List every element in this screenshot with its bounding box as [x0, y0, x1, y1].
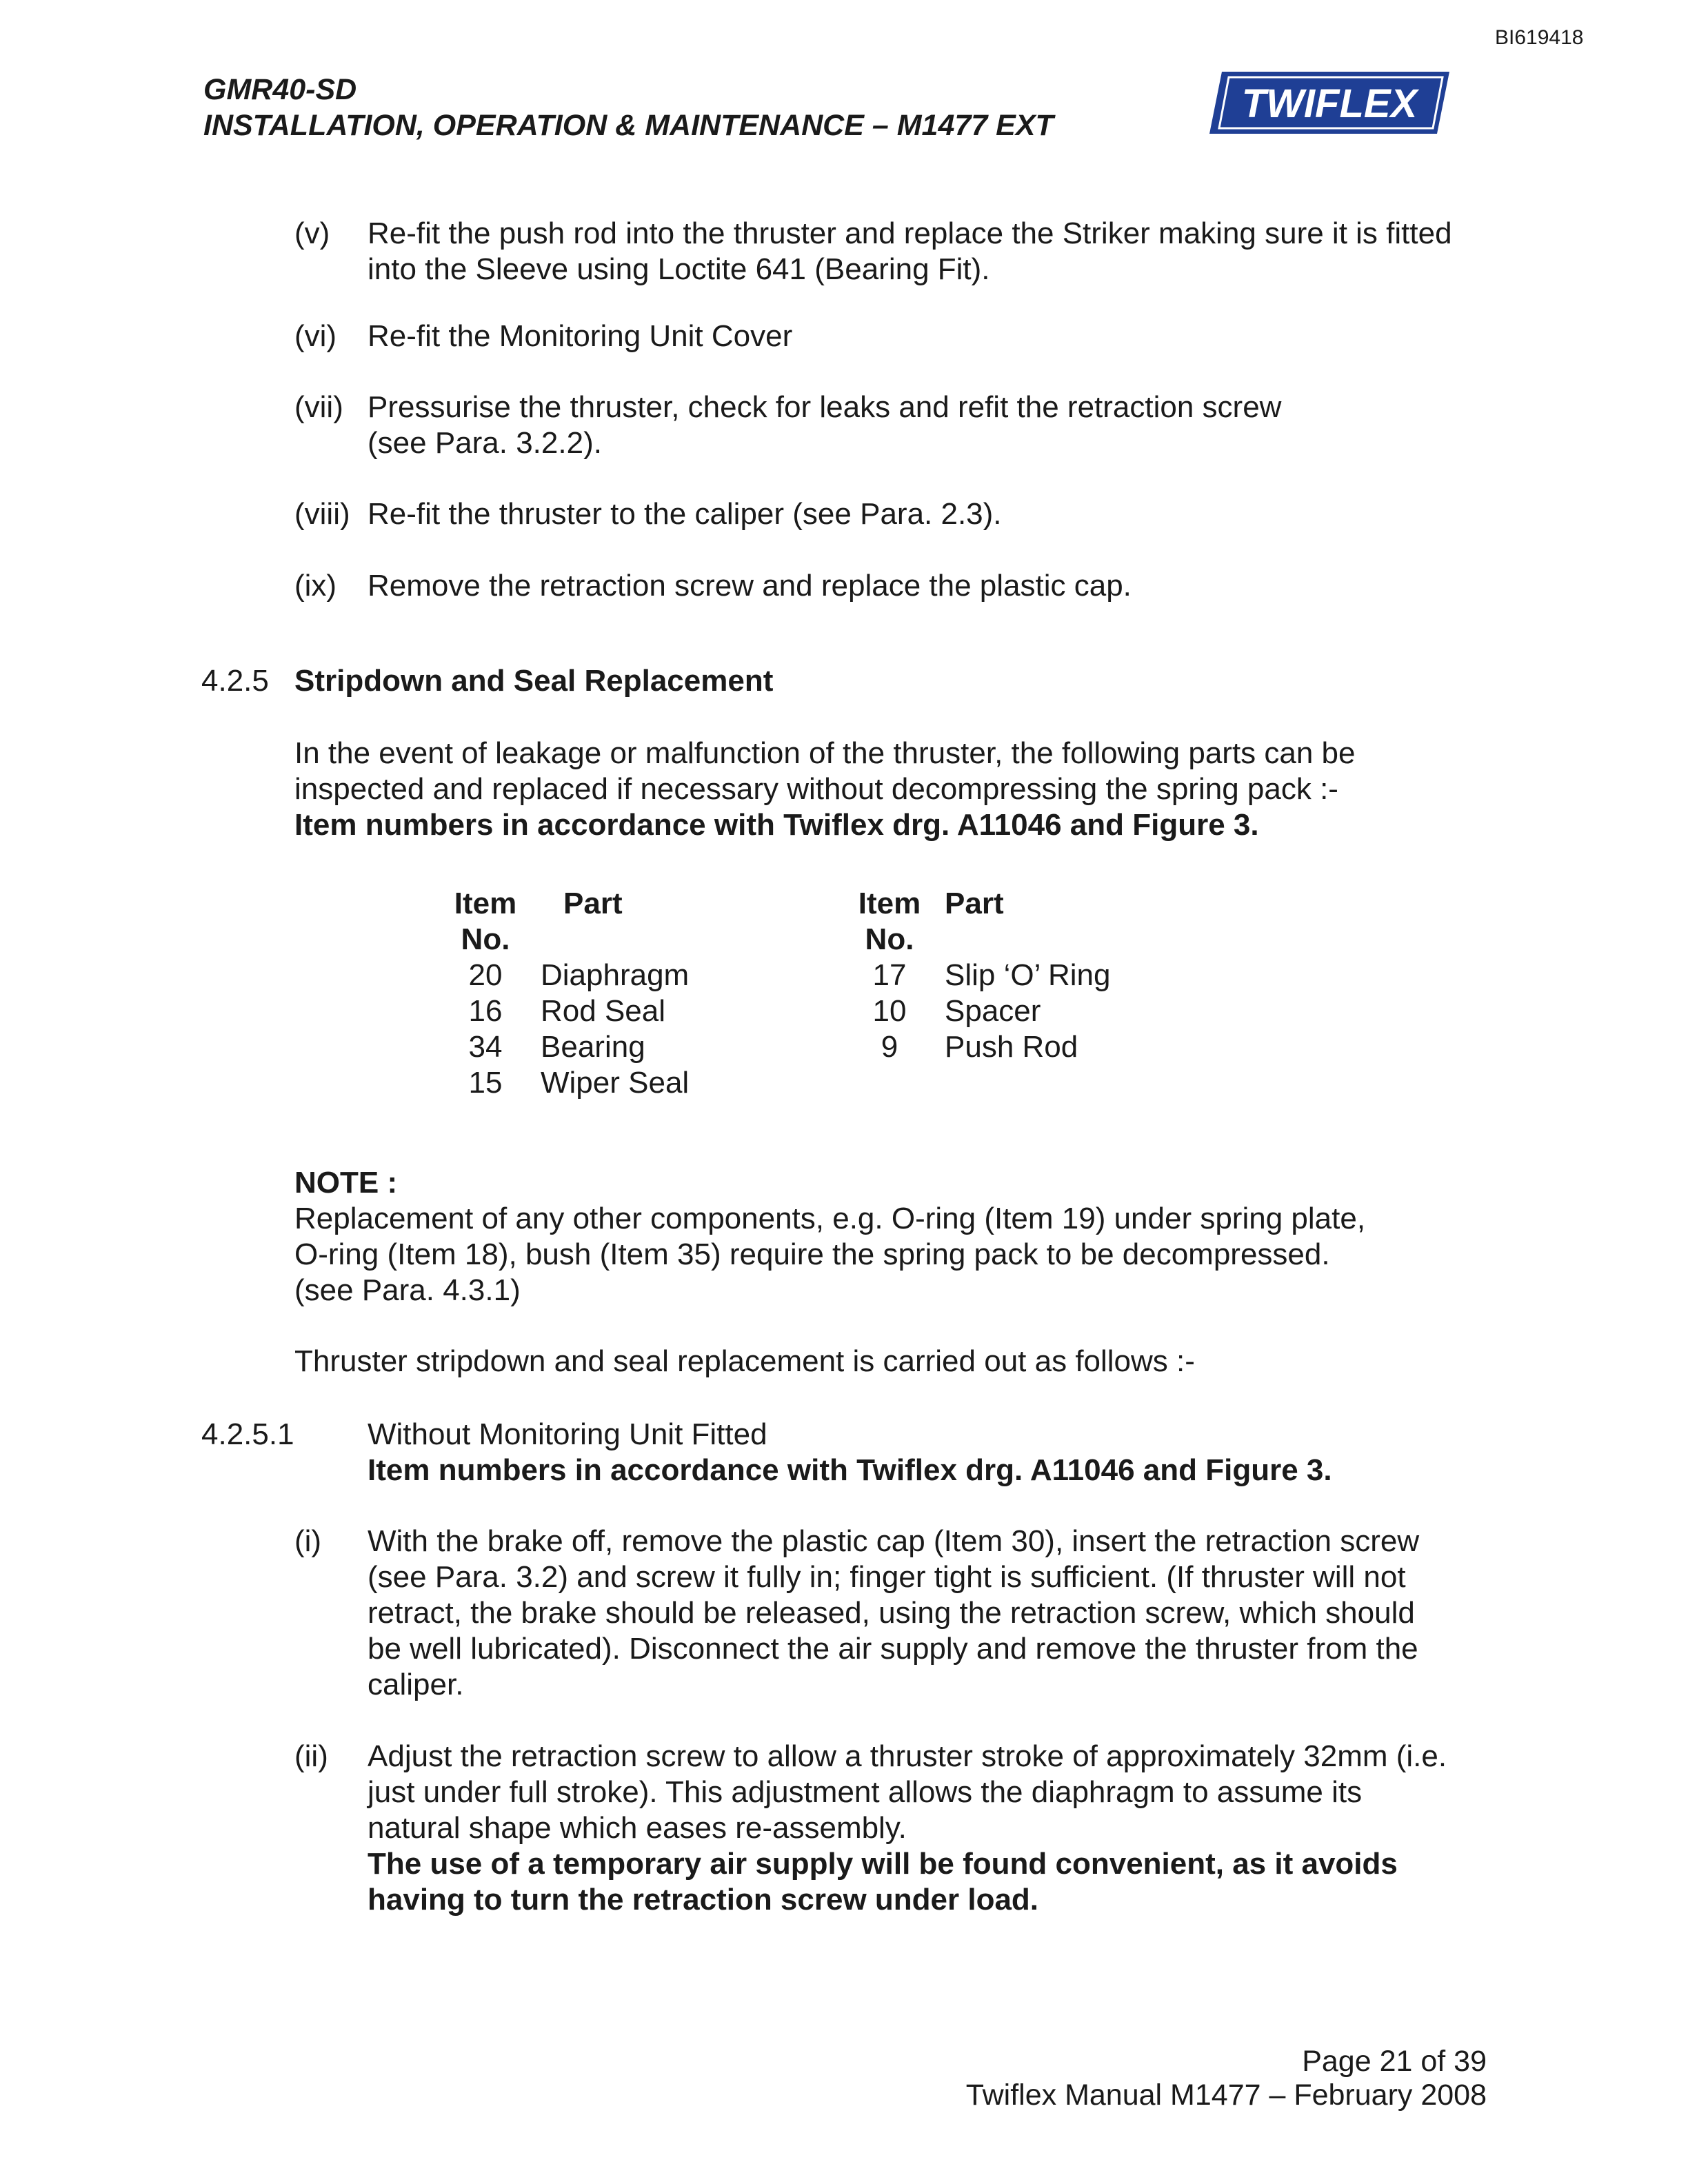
manual-title: INSTALLATION, OPERATION & MAINTENANCE – M1477 EXT	[203, 109, 1054, 142]
step-text: Pressurise the thruster, check for leaks and refit the retraction screw	[368, 390, 1282, 424]
item-number: 17	[872, 958, 907, 992]
note-label: NOTE :	[294, 1166, 398, 1200]
part-name: Rod Seal	[541, 994, 666, 1028]
step-number: (v)	[294, 216, 330, 250]
page-number: Page 21 of 39	[1302, 2045, 1487, 2078]
section-heading: Stripdown and Seal Replacement	[294, 664, 774, 698]
step-number: (vi)	[294, 319, 337, 353]
table-header-row	[430, 922, 1238, 958]
part-name: Diaphragm	[541, 958, 690, 992]
item-number: 10	[872, 994, 907, 1028]
item-number: 20	[468, 958, 503, 992]
header-no: No.	[865, 922, 914, 956]
step-text-bold: The use of a temporary air supply will be found convenient, as it avoids	[368, 1847, 1398, 1881]
step-text: retract, the brake should be released, using the retraction screw, which should	[368, 1596, 1415, 1630]
item-number: 15	[468, 1066, 503, 1100]
step-text: (see Para. 3.2.2).	[368, 426, 602, 460]
manual-footer: Twiflex Manual M1477 – February 2008	[965, 2079, 1487, 2112]
step-number: (viii)	[294, 497, 350, 531]
section-intro-bold: Item numbers in accordance with Twiflex drg. A11046 and Figure 3.	[294, 808, 1259, 842]
step-text: (see Para. 3.2) and screw it fully in; finger tight is sufficient. (If thruster will not	[368, 1560, 1406, 1594]
section-intro: inspected and replaced if necessary without decompressing the spring pack :-	[294, 772, 1338, 806]
document-reference: BI619418	[1495, 26, 1584, 49]
note-text: (see Para. 4.3.1)	[294, 1273, 521, 1307]
step-text: Re-fit the push rod into the thruster and replace the Striker making sure it is fitted	[368, 216, 1452, 250]
part-name: Slip ‘O’ Ring	[945, 958, 1111, 992]
note-text: O-ring (Item 18), bush (Item 35) require the spring pack to be decompressed.	[294, 1237, 1330, 1271]
subsection-number: 4.2.5.1	[201, 1417, 294, 1451]
header-spacer	[541, 922, 834, 958]
step-text: be well lubricated). Disconnect the air supply and remove the thruster from the	[368, 1632, 1418, 1666]
step-number: (ii)	[294, 1739, 328, 1773]
part-name: Wiper Seal	[541, 1066, 690, 1100]
item-number	[834, 1065, 945, 1101]
part-name	[945, 1065, 1238, 1101]
step-text: Re-fit the thruster to the caliper (see Para. 2.3).	[368, 497, 1002, 531]
parts-table	[430, 886, 1238, 1101]
logo-text: TWIFLEX	[1241, 81, 1418, 126]
section-number: 4.2.5	[201, 664, 269, 698]
step-text: With the brake off, remove the plastic cap (Item 30), insert the retraction screw	[368, 1524, 1420, 1558]
step-number: (vii)	[294, 390, 343, 424]
header-spacer	[945, 922, 1238, 958]
note-text: Replacement of any other components, e.g. O-ring (Item 19) under spring plate,	[294, 1202, 1366, 1235]
twiflex-logo	[1208, 69, 1451, 136]
header-item: Item	[858, 887, 921, 920]
section-intro: In the event of leakage or malfunction of the thruster, the following parts can be	[294, 736, 1356, 770]
step-text-bold: having to turn the retraction screw under load.	[368, 1883, 1039, 1917]
model-title: GMR40-SD	[203, 73, 357, 106]
table-row	[430, 958, 1238, 993]
subsection-bold: Item numbers in accordance with Twiflex drg. A11046 and Figure 3.	[368, 1453, 1332, 1487]
step-number: (ix)	[294, 569, 337, 603]
header-part-left: Part	[563, 887, 623, 920]
item-number: 34	[468, 1030, 503, 1064]
part-name: Bearing	[541, 1030, 645, 1064]
header-part: Part	[945, 887, 1004, 920]
step-text: Remove the retraction screw and replace the plastic cap.	[368, 569, 1132, 603]
step-number: (i)	[294, 1524, 322, 1558]
header-item: Item	[454, 887, 517, 920]
item-number: 9	[881, 1030, 898, 1064]
step-text: Adjust the retraction screw to allow a thruster stroke of approximately 32mm (i.e.	[368, 1739, 1447, 1773]
header-no: No.	[461, 922, 510, 956]
subsection-title: Without Monitoring Unit Fitted	[368, 1417, 767, 1451]
step-text: into the Sleeve using Loctite 641 (Bearing Fit).	[368, 252, 990, 286]
part-name: Push Rod	[945, 1030, 1078, 1064]
step-text: Re-fit the Monitoring Unit Cover	[368, 319, 793, 353]
step-text: just under full stroke). This adjustment allows the diaphragm to assume its	[368, 1775, 1363, 1809]
table-header-row	[430, 886, 1238, 922]
item-number: 16	[468, 994, 503, 1028]
part-name: Spacer	[945, 994, 1041, 1028]
step-text: natural shape which eases re-assembly.	[368, 1811, 907, 1845]
stripdown-intro: Thruster stripdown and seal replacement is carried out as follows :-	[294, 1344, 1195, 1378]
table-row	[430, 1029, 1238, 1065]
table-row	[430, 993, 1238, 1029]
table-row	[430, 1065, 1238, 1101]
step-text: caliper.	[368, 1668, 464, 1701]
